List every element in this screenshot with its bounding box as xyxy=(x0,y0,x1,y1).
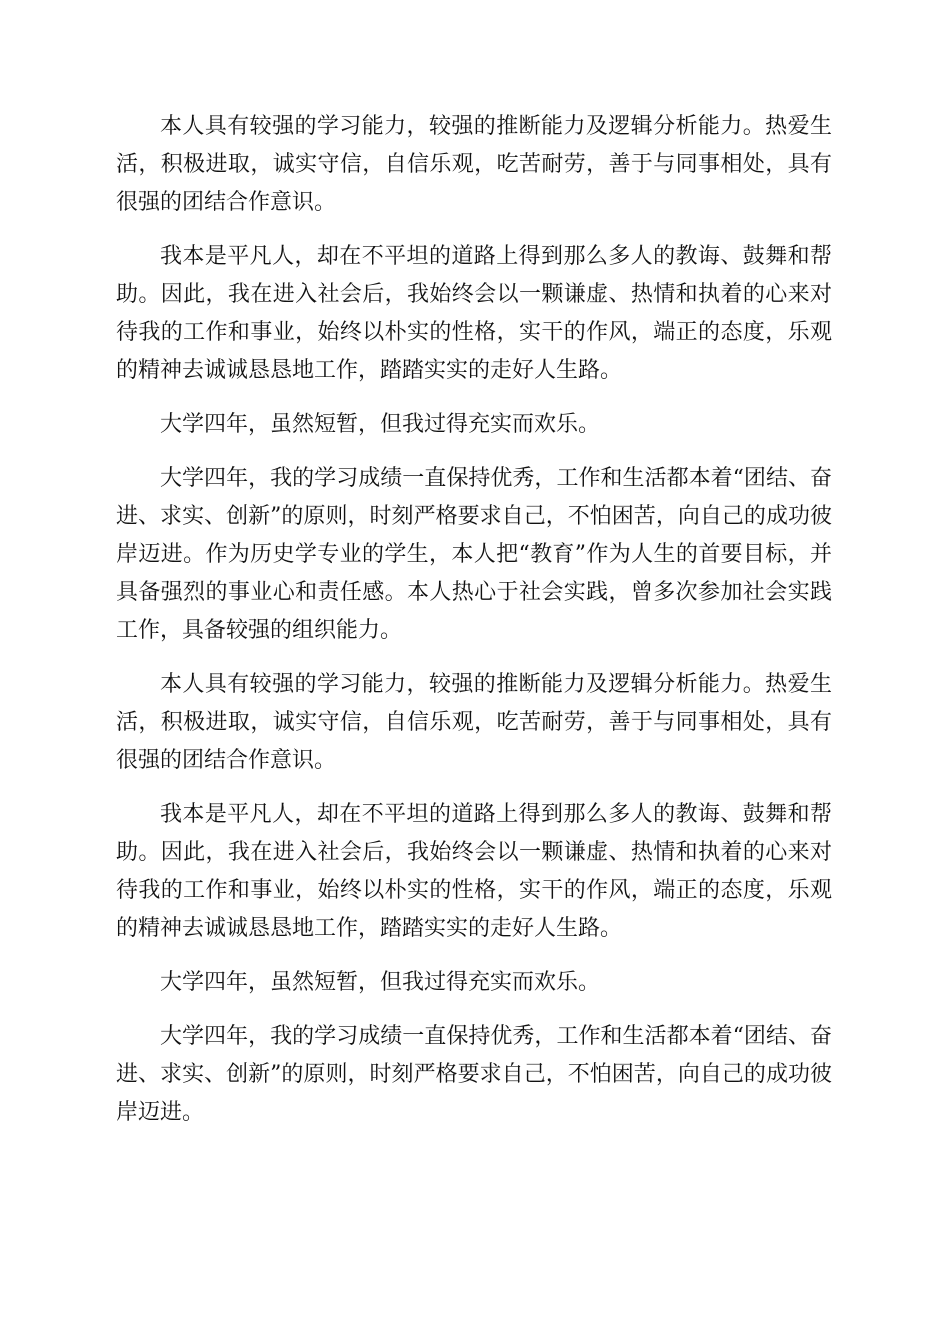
paragraph-university-achievements: 大学四年，我的学习成绩一直保持优秀，工作和生活都本着“团结、奋进、求实、创新”的原则，时刻严格要求自己，不怕困苦，向自己的成功彼岸迈进。作为历史学专业的学生，本人把“教育”作为人生的首要目标，并具备强烈的事业心和责任感。本人热心于社会实践，曾多次参加社会实践工作，具备较强的组织能力。 xyxy=(116,466,832,643)
paragraph-university-summary-repeat: 大学四年，虽然短暂，但我过得充实而欢乐。 xyxy=(160,970,601,995)
paragraph-attitude: 我本是平凡人，却在不平坦的道路上得到那么多人的教诲、鼓舞和帮助。因此，我在进入社会后，我始终会以一颗谦虚、热情和执着的心来对待我的工作和事业，始终以朴实的性格，实干的作风，端正的态度，乐观的精神去诚诚恳恳地工作，踏踏实实的走好人生路。 xyxy=(116,244,832,383)
paragraph-university-achievements-short: 大学四年，我的学习成绩一直保持优秀，工作和生活都本着“团结、奋进、求实、创新”的原则，时刻严格要求自己，不怕困苦，向自己的成功彼岸迈进。 xyxy=(116,1024,832,1125)
paragraph-university-summary: 大学四年，虽然短暂，但我过得充实而欢乐。 xyxy=(160,412,601,437)
document-page xyxy=(116,108,832,1148)
paragraph-attitude-repeat: 我本是平凡人，却在不平坦的道路上得到那么多人的教诲、鼓舞和帮助。因此，我在进入社会后，我始终会以一颗谦虚、热情和执着的心来对待我的工作和事业，始终以朴实的性格，实干的作风，端正的态度，乐观的精神去诚诚恳恳地工作，踏踏实实的走好人生路。 xyxy=(116,802,832,941)
paragraph-self-assessment-repeat: 本人具有较强的学习能力，较强的推断能力及逻辑分析能力。热爱生活，积极进取，诚实守信，自信乐观，吃苦耐劳，善于与同事相处，具有很强的团结合作意识。 xyxy=(116,672,832,773)
paragraph-self-assessment: 本人具有较强的学习能力，较强的推断能力及逻辑分析能力。热爱生活，积极进取，诚实守信，自信乐观，吃苦耐劳，善于与同事相处，具有很强的团结合作意识。 xyxy=(116,114,832,215)
